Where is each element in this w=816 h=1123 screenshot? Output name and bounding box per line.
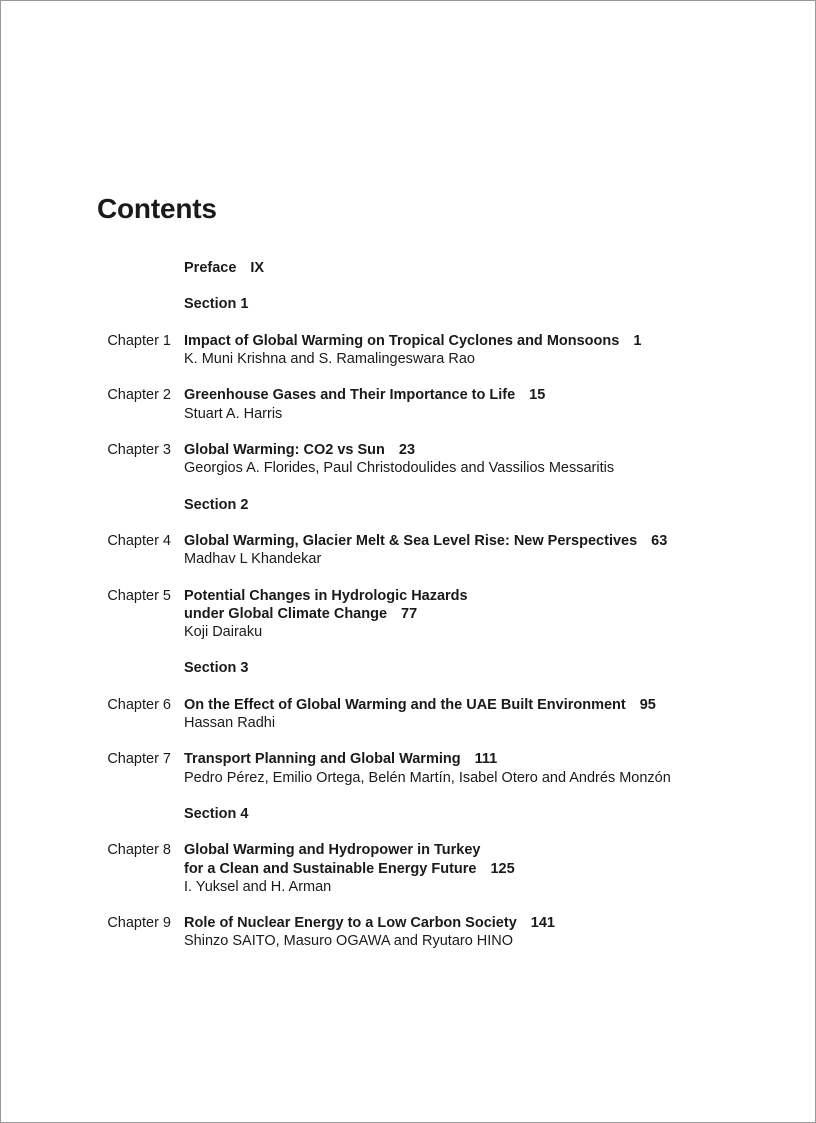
chapter-label: Chapter 5 <box>107 587 171 604</box>
preface-page: IX <box>250 260 265 276</box>
chapter-label: Chapter 3 <box>107 441 171 458</box>
chapter-entry[interactable] <box>0 696 816 732</box>
section-heading: Section 4 <box>184 805 249 822</box>
chapter-title: Role of Nuclear Energy to a Low Carbon Society <box>184 915 517 932</box>
chapter-authors: Shinzo SAITO, Masuro OGAWA and Ryutaro HINO <box>184 933 514 950</box>
chapter-page-number: 95 <box>639 696 656 713</box>
chapter-entry[interactable] <box>0 587 816 642</box>
chapter-authors: Hassan Radhi <box>184 714 276 731</box>
chapter-page-number: 125 <box>490 860 515 877</box>
chapter-authors: Madhav L Khandekar <box>184 551 322 568</box>
chapter-title: under Global Climate Change <box>184 605 388 622</box>
chapter-label: Chapter 7 <box>107 751 171 768</box>
chapter-entry[interactable] <box>0 332 816 368</box>
chapter-label: Chapter 9 <box>107 915 171 932</box>
chapter-page-number: 1 <box>633 332 642 349</box>
chapter-page-number: 111 <box>474 751 498 768</box>
chapter-label: Chapter 2 <box>107 387 171 404</box>
chapter-title: Global Warming: CO2 vs Sun <box>184 441 385 458</box>
chapter-authors: K. Muni Krishna and S. Ramalingeswara Rao <box>184 350 475 367</box>
chapter-label: Chapter 8 <box>107 842 171 859</box>
chapter-title: Potential Changes in Hydrologic Hazards <box>184 587 468 604</box>
chapter-title: for a Clean and Sustainable Energy Future <box>184 860 477 877</box>
chapter-authors: Georgios A. Florides, Paul Christodoulides and Vassilios Messaritis <box>184 460 615 477</box>
chapter-title: On the Effect of Global Warming and the UAE Built Environment <box>184 696 626 713</box>
preface-entry[interactable] <box>0 259 816 277</box>
chapter-label: Chapter 1 <box>107 332 171 349</box>
chapter-title: Impact of Global Warming on Tropical Cyclones and Monsoons <box>184 332 620 349</box>
chapter-title: Global Warming and Hydropower in Turkey <box>184 842 481 859</box>
section-heading: Section 1 <box>184 296 249 313</box>
chapter-authors: Stuart A. Harris <box>184 405 283 422</box>
chapter-page-number: 141 <box>530 915 555 932</box>
chapter-page-number: 77 <box>401 605 418 622</box>
preface-title: Preface <box>184 260 237 276</box>
chapter-entry[interactable] <box>0 750 816 786</box>
section-heading: Section 2 <box>184 496 249 513</box>
chapter-authors: Koji Dairaku <box>184 623 263 640</box>
chapter-title: Transport Planning and Global Warming <box>184 751 461 768</box>
section-heading: Section 3 <box>184 660 249 677</box>
chapter-title: Global Warming, Glacier Melt & Sea Level Rise: New Perspectives <box>184 532 638 549</box>
chapter-title: Greenhouse Gases and Their Importance to Life <box>184 387 516 404</box>
chapter-entry[interactable] <box>0 441 816 477</box>
chapter-entry[interactable] <box>0 386 816 422</box>
chapter-page-number: 63 <box>651 532 668 549</box>
chapter-label: Chapter 6 <box>107 696 171 713</box>
chapter-page-number: 15 <box>529 387 546 404</box>
chapter-label: Chapter 4 <box>107 532 171 549</box>
chapter-entry[interactable] <box>0 532 816 568</box>
chapter-page-number: 23 <box>398 441 416 458</box>
chapter-authors: I. Yuksel and H. Arman <box>184 878 332 895</box>
table-of-contents <box>0 259 816 969</box>
chapter-authors: Pedro Pérez, Emilio Ortega, Belén Martín, Isabel Otero and Andrés Monzón <box>184 769 671 786</box>
page-title: Contents <box>97 193 217 224</box>
chapter-entry[interactable] <box>0 914 816 950</box>
chapter-entry[interactable] <box>0 841 816 896</box>
